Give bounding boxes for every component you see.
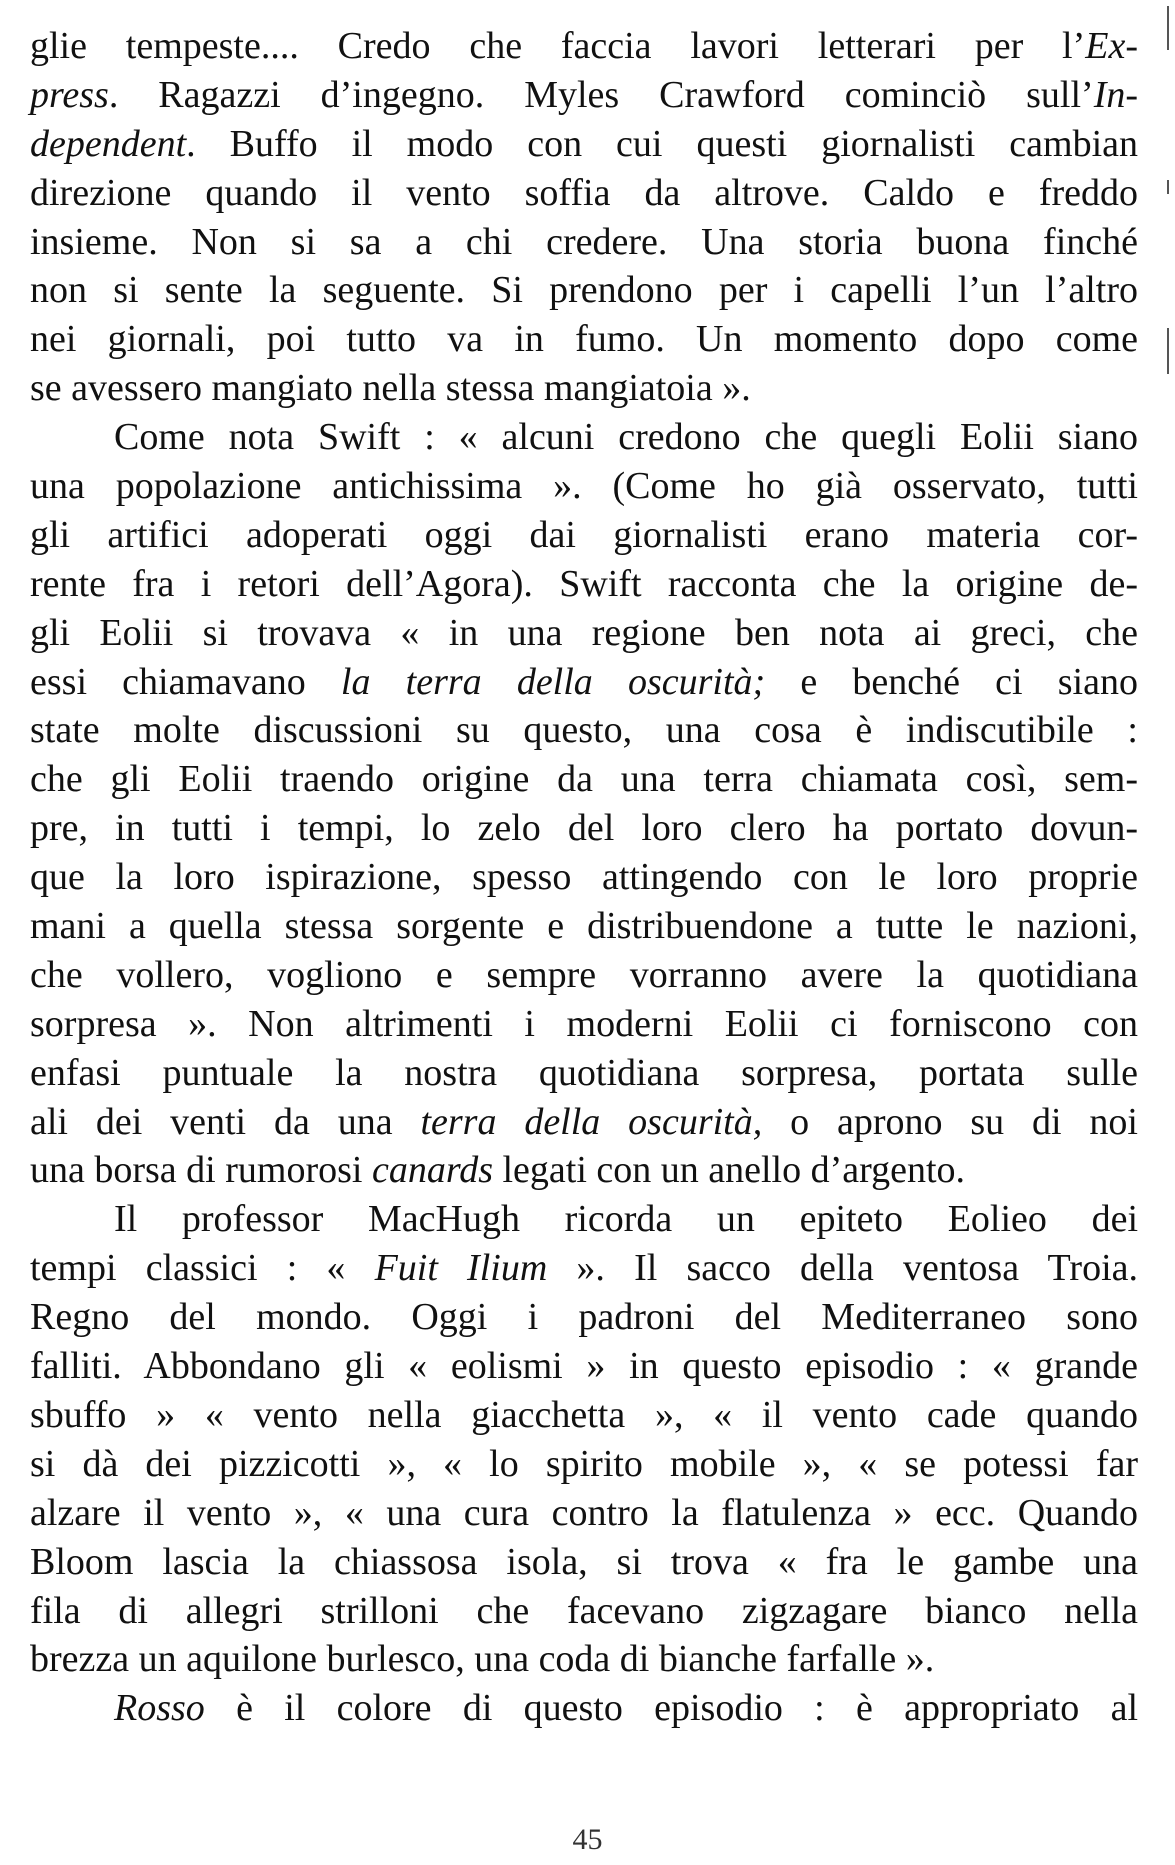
text-line [30,1684,1138,1733]
text-segment: Bloom lascia la chiassosa isola, si trova « fra le gambe una [30,1540,1138,1583]
text-segment: enfasi puntuale la nostra quotidiana sorpresa, portata sulle [30,1051,1138,1094]
italic-text-segment: la terra della oscurità; [340,660,766,703]
text-line [30,1000,1138,1049]
text-line [30,1244,1138,1293]
text-segment: se avessero mangiato nella stessa mangiatoia ». [30,367,751,410]
text-segment: una popolazione antichissima ». (Come ho già osservato, tutti [30,465,1138,508]
italic-text-segment: dependent [30,122,187,165]
text-segment: state molte discussioni su questo, una cosa è indiscutibile : [30,709,1138,752]
text-segment: si dà dei pizzicotti », « lo spirito mobile », « se potessi far [30,1442,1138,1485]
text-segment: tempi classici : « [30,1247,375,1290]
text-segment: fila di allegri strilloni che facevano zigzagare bianco nella [30,1589,1138,1632]
text-line [30,1391,1138,1440]
text-line [30,560,1138,609]
italic-text-segment: canards [371,1149,493,1192]
text-segment: non si sente la seguente. Si prendono per i capelli l’un l’altro [30,269,1138,312]
text-segment: o aprono su di noi [762,1100,1138,1143]
italic-text-segment: Fuit Ilium [374,1247,548,1290]
text-line [30,755,1138,804]
text-line [30,951,1138,1000]
text-segment: insieme. Non si sa a chi credere. Una storia buona finché [30,220,1138,263]
text-segment: Come nota Swift : « alcuni credono che quegli Eolii siano [114,416,1138,459]
text-line [30,706,1138,755]
text-segment: alzare il vento », « una cura contro la flatulenza » ecc. Quando [30,1491,1138,1534]
text-line [30,1489,1138,1538]
text-line [30,1342,1138,1391]
text-line [30,218,1138,267]
page-number: 45 [572,1823,603,1856]
italic-text-segment: Rosso [114,1687,205,1730]
text-line [30,22,1138,71]
text-segment: essi chiamavano [30,660,341,703]
text-segment: sbuffo » « vento nella giacchetta », « il vento cade quando [30,1393,1138,1436]
text-line [30,120,1138,169]
text-segment: falliti. Abbondano gli « eolismi » in questo episodio : « grande [30,1345,1138,1388]
text-line [30,1440,1138,1489]
text-line [30,853,1138,902]
text-segment: sorpresa ». Non altrimenti i moderni Eolii ci forniscono con [30,1002,1138,1045]
text-segment: . Buffo il modo con cui questi giornalisti cambian [186,122,1138,165]
text-segment: nei giornali, poi tutto va in fumo. Un momento dopo come [30,318,1138,361]
text-segment: pre, in tutti i tempi, lo zelo del loro clero ha portato dovun- [30,807,1138,850]
margin-scan-mark [1167,180,1169,194]
text-line [30,364,1138,413]
text-line [30,169,1138,218]
text-segment: . Ragazzi d’ingegno. Myles Crawford cominciò sull’ [108,73,1094,116]
text-line [30,1195,1138,1244]
text-line [30,462,1138,511]
text-segment: e benché ci siano [765,660,1138,703]
text-line [30,413,1138,462]
text-segment: que la loro ispirazione, spesso attingendo con le loro proprie [30,856,1138,899]
text-line [30,1049,1138,1098]
text-segment: glie tempeste.... Credo che faccia lavori letterari per l’ [30,25,1086,67]
text-line [30,1635,1138,1684]
italic-text-segment: Ex- [1085,25,1138,67]
text-segment: brezza un aquilone burlesco, una coda di bianche farfalle ». [30,1638,935,1681]
text-segment: una borsa di rumorosi [30,1149,372,1192]
text-segment: rente fra i retori dell’Agora). Swift racconta che la origine de- [30,562,1138,605]
text-line [30,1587,1138,1636]
text-segment: ali dei venti da una [30,1100,421,1143]
margin-scan-mark [1167,328,1169,374]
body-text [30,22,1138,1733]
text-line [30,1293,1138,1342]
text-line [30,266,1138,315]
text-segment: direzione quando il vento soffia da altrove. Caldo e freddo [30,171,1138,214]
text-line [30,315,1138,364]
text-segment: Regno del mondo. Oggi i padroni del Mediterraneo sono [30,1296,1138,1339]
text-line [30,511,1138,560]
text-line [30,1146,1138,1195]
italic-text-segment: terra della oscurità, [420,1100,763,1143]
text-line [30,804,1138,853]
text-segment: è il colore di questo episodio : è appropriato al [204,1687,1138,1730]
text-line [30,658,1138,707]
text-line [30,902,1138,951]
text-line [30,609,1138,658]
italic-text-segment: In- [1093,73,1138,116]
text-segment: che gli Eolii traendo origine da una terra chiamata così, sem- [30,758,1138,801]
text-segment: che vollero, vogliono e sempre vorranno avere la quotidiana [30,953,1138,996]
text-line [30,71,1138,120]
italic-text-segment: press [30,73,109,116]
text-segment: ». Il sacco della ventosa Troia. [547,1247,1139,1290]
text-line [30,1098,1138,1147]
text-segment: Il professor MacHugh ricorda un epiteto Eolieo dei [114,1198,1138,1241]
text-segment: gli artifici adoperati oggi dai giornalisti erano materia cor- [30,513,1138,556]
text-segment: legati con un anello d’argento. [493,1149,966,1192]
text-line [30,1538,1138,1587]
margin-scan-mark [1167,6,1169,50]
text-segment: mani a quella stessa sorgente e distribuendone a tutte le nazioni, [30,905,1138,948]
text-segment: gli Eolii si trovava « in una regione ben nota ai greci, che [30,611,1138,654]
